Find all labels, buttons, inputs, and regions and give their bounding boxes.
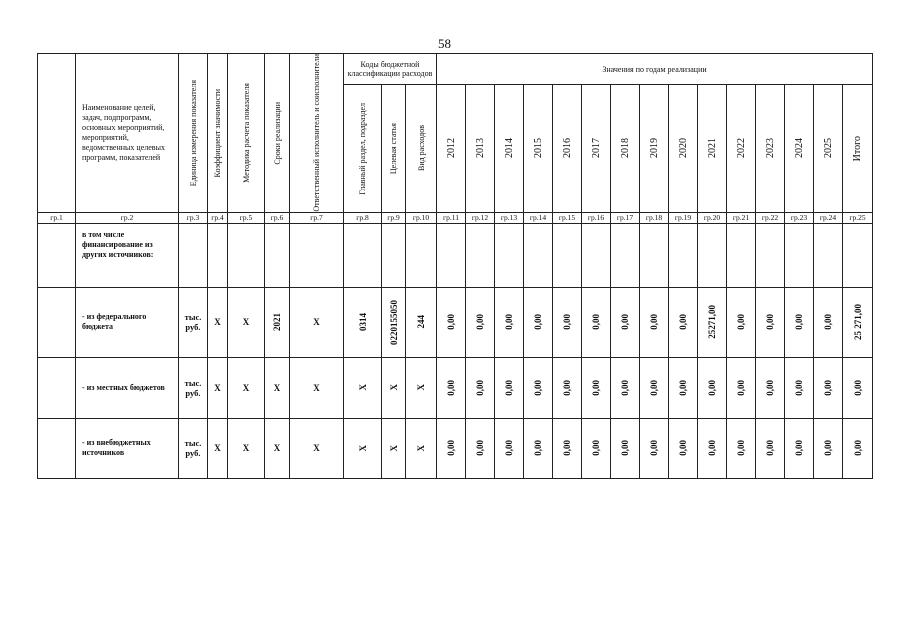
header-year: 2025 <box>814 85 843 212</box>
table-row-intro <box>38 223 873 287</box>
value-cell: 0,00 <box>524 357 553 418</box>
value-cell: 0,00 <box>611 357 640 418</box>
header-year: 2023 <box>756 85 785 212</box>
program-indicators-table <box>37 53 873 479</box>
total-cell: 0,00 <box>843 357 873 418</box>
group-number: гр.6 <box>265 212 290 223</box>
chapter-cell: 0314 <box>344 287 382 357</box>
header-year: 2020 <box>669 85 698 212</box>
total-cell: 25 271,00 <box>843 287 873 357</box>
header-year: 2024 <box>785 85 814 212</box>
header-year: 2013 <box>466 85 495 212</box>
value-cell: 0,00 <box>611 418 640 478</box>
value-cell: 0,00 <box>495 287 524 357</box>
value-cell: 0,00 <box>553 287 582 357</box>
value-cell: 0,00 <box>437 418 466 478</box>
group-number: гр.24 <box>814 212 843 223</box>
value-cell: 0,00 <box>611 287 640 357</box>
group-number: гр.25 <box>843 212 873 223</box>
header-coef: Коэффициент значимости <box>208 54 228 213</box>
coef-cell: Х <box>208 418 228 478</box>
group-number: гр.23 <box>785 212 814 223</box>
header-year: 2014 <box>495 85 524 212</box>
value-cell: 25271,00 <box>698 287 727 357</box>
value-cell: 0,00 <box>553 418 582 478</box>
value-cell: 0,00 <box>640 418 669 478</box>
group-number: гр.14 <box>524 212 553 223</box>
header-total: Итого <box>843 85 873 212</box>
value-cell: 0,00 <box>669 357 698 418</box>
header-budget-codes: Коды бюджетной классификации расходов <box>344 54 437 85</box>
total-cell: 0,00 <box>843 418 873 478</box>
table-row-federal <box>38 287 873 357</box>
value-cell: 0,00 <box>466 357 495 418</box>
article-cell: Х <box>382 418 406 478</box>
unit-cell: тыс. руб. <box>179 418 208 478</box>
chapter-cell: Х <box>344 357 382 418</box>
method-cell: Х <box>228 418 265 478</box>
value-cell: 0,00 <box>669 418 698 478</box>
term-cell: 2021 <box>265 287 290 357</box>
header-expense-type: Вид расходов <box>406 85 437 212</box>
group-number: гр.18 <box>640 212 669 223</box>
value-cell: 0,00 <box>582 418 611 478</box>
type-cell: 244 <box>406 287 437 357</box>
header-names: Наименование целей, задач, подпрограмм, основных мероприятий, мероприятий, ведомственных целевых программ, показателей <box>76 54 179 213</box>
group-numbers-row <box>38 212 873 223</box>
group-number: гр.5 <box>228 212 265 223</box>
value-cell: 0,00 <box>756 418 785 478</box>
header-values-by-years: Значения по годам реализации <box>437 54 873 85</box>
header-year: 2016 <box>553 85 582 212</box>
value-cell: 0,00 <box>698 418 727 478</box>
table-row-extra <box>38 418 873 478</box>
header-year: 2015 <box>524 85 553 212</box>
value-cell: 0,00 <box>524 418 553 478</box>
chapter-cell: Х <box>344 418 382 478</box>
group-number: гр.15 <box>553 212 582 223</box>
value-cell: 0,00 <box>785 357 814 418</box>
type-cell: Х <box>406 418 437 478</box>
value-cell: 0,00 <box>553 357 582 418</box>
type-cell: Х <box>406 357 437 418</box>
executor-cell: Х <box>290 287 344 357</box>
group-number: гр.19 <box>669 212 698 223</box>
row-label: - из федерального бюджета <box>76 287 179 357</box>
header-year: 2012 <box>437 85 466 212</box>
row-label: в том числе финансирование из других источников: <box>76 223 179 287</box>
value-cell: 0,00 <box>437 287 466 357</box>
value-cell: 0,00 <box>814 287 843 357</box>
group-number: гр.21 <box>727 212 756 223</box>
header-target-article: Целевая статья <box>382 85 406 212</box>
term-cell: Х <box>265 418 290 478</box>
header-unit: Единица измерения показателя <box>179 54 208 213</box>
value-cell: 0,00 <box>727 287 756 357</box>
unit-cell: тыс. руб. <box>179 287 208 357</box>
value-cell: 0,00 <box>756 357 785 418</box>
header-year: 2018 <box>611 85 640 212</box>
page-number: 58 <box>438 36 451 51</box>
group-number: гр.8 <box>344 212 382 223</box>
value-cell: 0,00 <box>727 418 756 478</box>
unit-cell: тыс. руб. <box>179 357 208 418</box>
value-cell: 0,00 <box>640 287 669 357</box>
group-number: гр.22 <box>756 212 785 223</box>
value-cell: 0,00 <box>640 357 669 418</box>
value-cell: 0,00 <box>814 418 843 478</box>
group-number: гр.16 <box>582 212 611 223</box>
article-cell: 0220155050 <box>382 287 406 357</box>
header-year: 2022 <box>727 85 756 212</box>
executor-cell: Х <box>290 357 344 418</box>
group-number: гр.9 <box>382 212 406 223</box>
method-cell: Х <box>228 357 265 418</box>
group-number: гр.17 <box>611 212 640 223</box>
group-number: гр.2 <box>76 212 179 223</box>
header-method: Методика расчета показателя <box>228 54 265 213</box>
executor-cell: Х <box>290 418 344 478</box>
group-number: гр.20 <box>698 212 727 223</box>
value-cell: 0,00 <box>466 287 495 357</box>
group-number: гр.7 <box>290 212 344 223</box>
coef-cell: Х <box>208 357 228 418</box>
value-cell: 0,00 <box>727 357 756 418</box>
group-number: гр.13 <box>495 212 524 223</box>
row-label: - из местных бюджетов <box>76 357 179 418</box>
group-number: гр.11 <box>437 212 466 223</box>
value-cell: 0,00 <box>437 357 466 418</box>
group-number: гр.12 <box>466 212 495 223</box>
value-cell: 0,00 <box>582 357 611 418</box>
value-cell: 0,00 <box>495 418 524 478</box>
value-cell: 0,00 <box>495 357 524 418</box>
value-cell: 0,00 <box>466 418 495 478</box>
coef-cell: Х <box>208 287 228 357</box>
value-cell: 0,00 <box>756 287 785 357</box>
header-col1 <box>38 54 76 213</box>
table-row-local <box>38 357 873 418</box>
value-cell: 0,00 <box>524 287 553 357</box>
header-executor: Ответственный исполнитель и соисполнители <box>290 54 344 213</box>
header-year: 2019 <box>640 85 669 212</box>
row-label: - из внебюджетных источников <box>76 418 179 478</box>
group-number: гр.4 <box>208 212 228 223</box>
value-cell: 0,00 <box>582 287 611 357</box>
value-cell: 0,00 <box>785 287 814 357</box>
header-year: 2021 <box>698 85 727 212</box>
value-cell: 0,00 <box>814 357 843 418</box>
header-year: 2017 <box>582 85 611 212</box>
article-cell: Х <box>382 357 406 418</box>
group-number: гр.3 <box>179 212 208 223</box>
group-number: гр.10 <box>406 212 437 223</box>
term-cell: Х <box>265 357 290 418</box>
value-cell: 0,00 <box>785 418 814 478</box>
value-cell: 0,00 <box>669 287 698 357</box>
method-cell: Х <box>228 287 265 357</box>
header-chapter: Главный раздел, подраздел <box>344 85 382 212</box>
header-terms: Сроки реализации <box>265 54 290 213</box>
group-number: гр.1 <box>38 212 76 223</box>
value-cell: 0,00 <box>698 357 727 418</box>
